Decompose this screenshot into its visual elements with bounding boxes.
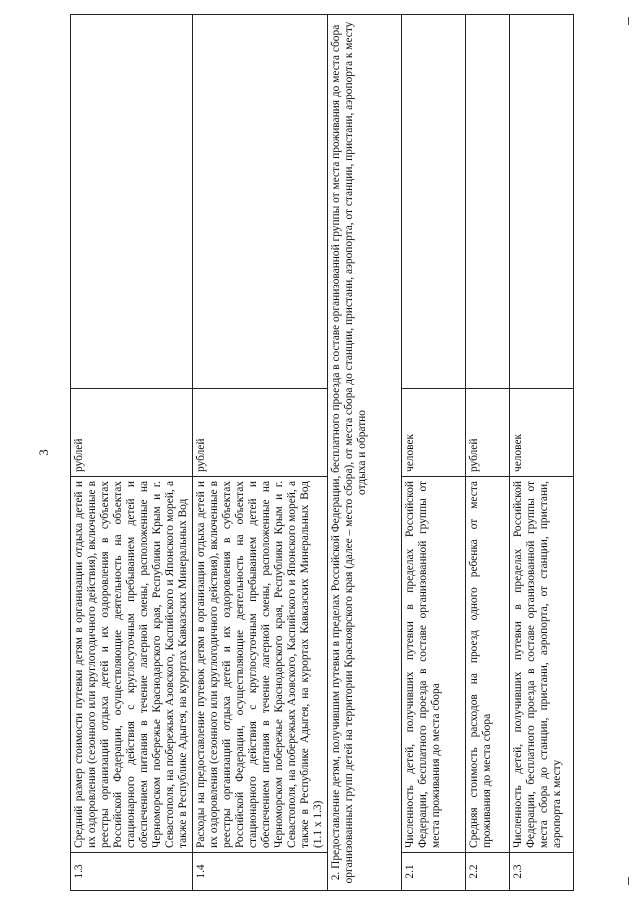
row-number: 2.2 bbox=[466, 853, 510, 891]
row-description: Численность детей, получивших путевки в пределах Российской Федерации, бесплатного проезда в составе организованной группы от места сбора до станции, пристани, аэропорта, от станции, пристани, аэропорта к месту bbox=[510, 477, 574, 853]
row-number: 2.1 bbox=[402, 853, 466, 891]
section-row bbox=[328, 15, 402, 891]
table-row bbox=[71, 15, 193, 891]
row-unit: человек bbox=[402, 389, 466, 477]
table-row bbox=[402, 15, 466, 891]
row-number: 1.3 bbox=[71, 853, 193, 891]
row-value bbox=[466, 15, 510, 389]
row-number: 1.4 bbox=[193, 853, 328, 891]
row-unit: рублей bbox=[466, 389, 510, 477]
row-value bbox=[193, 15, 328, 389]
row-description: Численность детей, получивших путевки в пределах Российской Федерации, бесплатного проезда в составе организованной группы от места проживания до места сбора bbox=[402, 477, 466, 853]
row-value bbox=[510, 15, 574, 389]
row-value bbox=[71, 15, 193, 389]
row-number: 2.3 bbox=[510, 853, 574, 891]
row-description: Расходы на предоставление путевок детям в организации отдыха детей и их оздоровления (сезонного или круглогодичного действия), включенные в реестры организаций отдыха детей и их оздоровления в субъектах Российской Федерации, осуществляющие деятельность на объектах стационарного действия с круглосуточным пребыванием детей и обеспечением питания в течение лагерной смены, расположенные на Черноморском побережье Краснодарского края, Республики Крым и г. Севастополя, на побережьях Азовского, Каспийского и Японского морей, а также в Республике Адыгея, на курортах Кавказских Минеральных Вод (1.1 х 1.3) bbox=[193, 477, 328, 853]
indicators-table bbox=[70, 14, 574, 891]
row-value bbox=[402, 15, 466, 389]
section-heading: 2. Предоставление детям, получившим путевки в пределах Российской Федерации, бесплатного проезда в составе организованной группы от места проживания до места сбора организованных групп детей на территории Красноярского края (далее – место сбора), от места сбора до станции, пристани, аэропорта, от станции, пристани, аэропорта к месту отдыха и обратно bbox=[328, 15, 402, 891]
row-unit: рублей bbox=[71, 389, 193, 477]
page-number: 3 bbox=[36, 449, 51, 456]
row-unit: человек bbox=[510, 389, 574, 477]
cut-line bbox=[628, 877, 629, 885]
row-description: Средняя стоимость расходов на проезд одного ребенка от места проживания до места сбора bbox=[466, 477, 510, 853]
table-row bbox=[510, 15, 574, 891]
cut-line bbox=[628, 17, 629, 25]
row-description: Средний размер стоимости путевки детям в организации отдыха детей и их оздоровления (сезонного или круглогодичного действия), включенные в реестры организаций отдыха детей и их оздоровления в субъектах Российской Федерации, осуществляющие деятельность на объектах стационарного действия с круглосуточным пребыванием детей и обеспечением питания в течение лагерной смены, расположенные на Черноморском побережье Краснодарского края, Республики Крым и г. Севастополя, на побережьях Азовского, Каспийского и Японского морей, а также в Республике Адыгея, на курортах Кавказских Минеральных Вод bbox=[71, 477, 193, 853]
row-unit: рублей bbox=[193, 389, 328, 477]
table-row bbox=[193, 15, 328, 891]
table-row bbox=[466, 15, 510, 891]
